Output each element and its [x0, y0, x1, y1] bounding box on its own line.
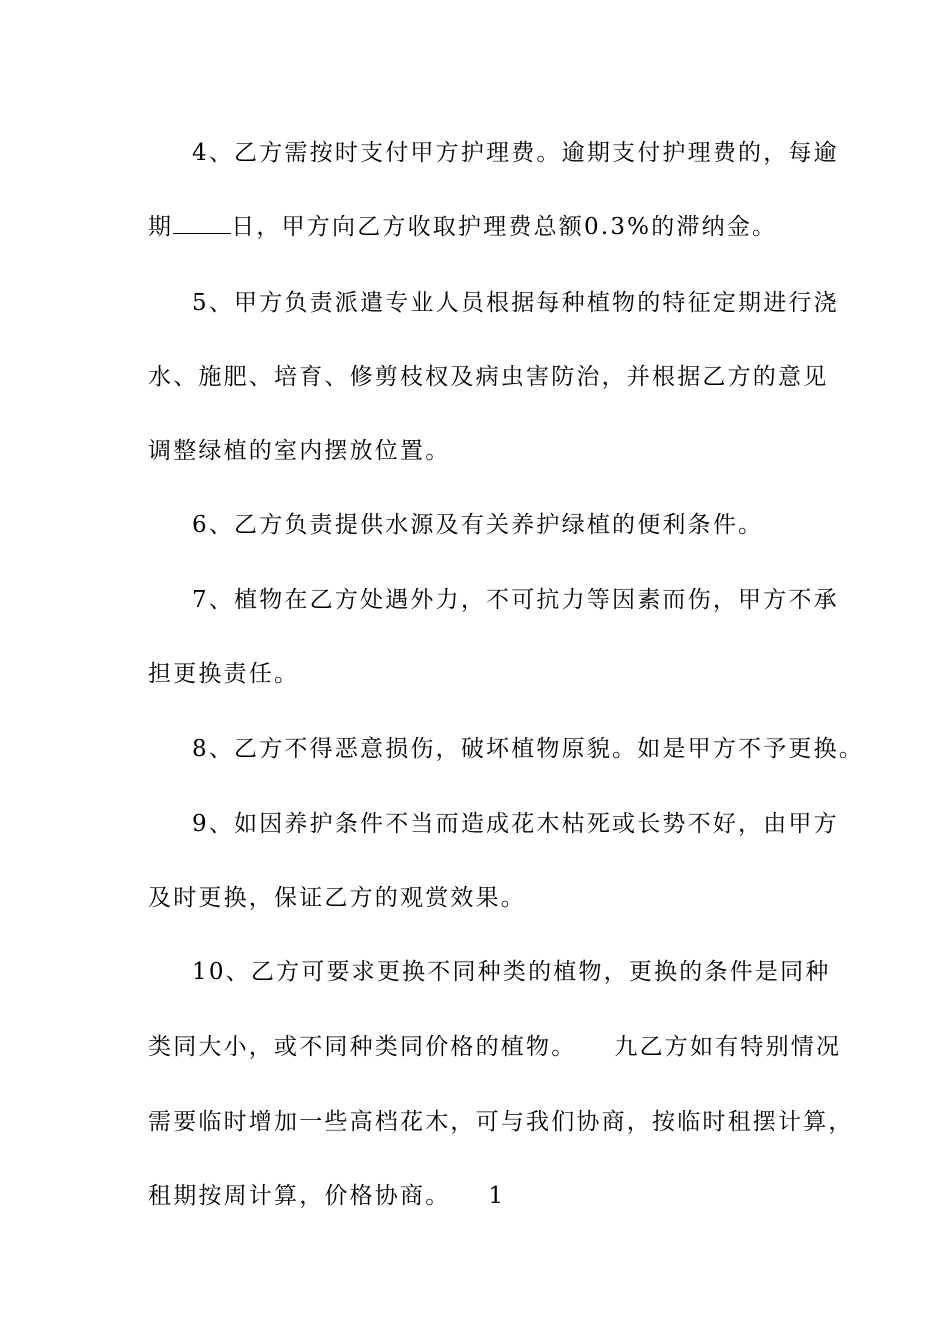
paragraph-10-line-2-tail: 九乙方如有特别情况 — [614, 1034, 842, 1060]
paragraph-9-line-2: 及时更换，保证乙方的观赏效果。 — [148, 885, 526, 911]
paragraph-5-line-1: 5、甲方负责派遣专业人员根据每种植物的特征定期进行浇 — [192, 290, 839, 316]
paragraph-10-line-1: 10、乙方可要求更换不同种类的植物，更换的条件是同种 — [192, 959, 831, 985]
paragraph-4-line-2-end: 日，甲方向乙方收取护理费总额0.3%的滞纳金。 — [231, 214, 778, 240]
paragraph-4-line-2 — [148, 207, 777, 247]
paragraph-5-line-3: 调整绿植的室内摆放位置。 — [148, 438, 451, 464]
paragraph-10-line-4 — [148, 1176, 505, 1216]
paragraph-8-line-1: 8、乙方不得恶意损伤，破坏植物原貌。如是甲方不予更换。 — [192, 736, 865, 762]
paragraph-7-line-2: 担更换责任。 — [148, 661, 300, 687]
paragraph-10-line-3: 需要临时增加一些高档花木，可与我们协商，按临时租摆计算， — [148, 1109, 854, 1135]
paragraph-7-line-1: 7、植物在乙方处遇外力，不可抗力等因素而伤，甲方不承 — [192, 587, 839, 613]
paragraph-10-line-2 — [148, 1027, 841, 1067]
page-number: 1 — [488, 1183, 506, 1209]
paragraph-10-line-4-text: 租期按周计算，价格协商。 — [148, 1183, 451, 1209]
fill-in-blank — [173, 209, 231, 234]
paragraph-6-line-1: 6、乙方负责提供水源及有关养护绿植的便利条件。 — [192, 512, 764, 538]
paragraph-10-line-2-text: 类同大小，或不同种类同价格的植物。 — [148, 1034, 577, 1060]
paragraph-5-line-2: 水、施肥、培育、修剪枝杈及病虫害防治，并根据乙方的意见 — [148, 364, 829, 390]
paragraph-4-line-1: 4、乙方需按时支付甲方护理费。逾期支付护理费的，每逾 — [192, 140, 839, 166]
paragraph-4-line-2-start: 期 — [148, 214, 174, 240]
paragraph-9-line-1: 9、如因养护条件不当而造成花木枯死或长势不好，由甲方 — [192, 811, 839, 837]
